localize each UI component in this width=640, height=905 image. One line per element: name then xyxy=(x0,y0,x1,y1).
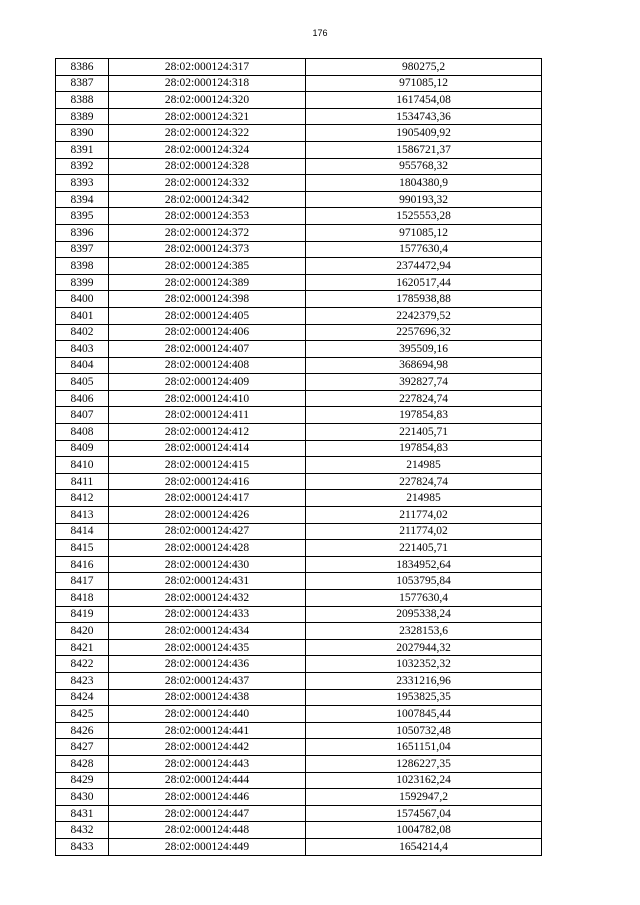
value-cell: 1586721,37 xyxy=(306,141,542,158)
value-cell: 955768,32 xyxy=(306,158,542,175)
cadastral-number-cell: 28:02:000124:440 xyxy=(109,706,306,723)
cadastral-number-cell: 28:02:000124:322 xyxy=(109,125,306,142)
cadastral-number-cell: 28:02:000124:426 xyxy=(109,507,306,524)
value-cell: 1577630,4 xyxy=(306,241,542,258)
cadastral-value-table xyxy=(55,58,542,856)
row-number-cell: 8411 xyxy=(56,473,109,490)
cadastral-number-cell: 28:02:000124:442 xyxy=(109,739,306,756)
row-number-cell: 8392 xyxy=(56,158,109,175)
table-row xyxy=(56,606,542,623)
table-row xyxy=(56,407,542,424)
row-number-cell: 8401 xyxy=(56,307,109,324)
table-row xyxy=(56,473,542,490)
table-row xyxy=(56,838,542,855)
value-cell: 1592947,2 xyxy=(306,789,542,806)
table-row xyxy=(56,191,542,208)
table-row xyxy=(56,241,542,258)
value-cell: 2331216,96 xyxy=(306,672,542,689)
row-number-cell: 8421 xyxy=(56,639,109,656)
table-row xyxy=(56,75,542,92)
cadastral-number-cell: 28:02:000124:416 xyxy=(109,473,306,490)
row-number-cell: 8405 xyxy=(56,374,109,391)
table-row xyxy=(56,224,542,241)
table-row xyxy=(56,440,542,457)
row-number-cell: 8390 xyxy=(56,125,109,142)
value-cell: 214985 xyxy=(306,490,542,507)
table-row xyxy=(56,789,542,806)
table-row xyxy=(56,92,542,109)
value-cell: 2027944,32 xyxy=(306,639,542,656)
value-cell: 2242379,52 xyxy=(306,307,542,324)
table-row xyxy=(56,507,542,524)
row-number-cell: 8424 xyxy=(56,689,109,706)
cadastral-number-cell: 28:02:000124:435 xyxy=(109,639,306,656)
cadastral-number-cell: 28:02:000124:372 xyxy=(109,224,306,241)
table-row xyxy=(56,291,542,308)
row-number-cell: 8422 xyxy=(56,656,109,673)
cadastral-number-cell: 28:02:000124:317 xyxy=(109,59,306,76)
row-number-cell: 8416 xyxy=(56,556,109,573)
table-row xyxy=(56,59,542,76)
row-number-cell: 8398 xyxy=(56,258,109,275)
row-number-cell: 8406 xyxy=(56,390,109,407)
row-number-cell: 8394 xyxy=(56,191,109,208)
row-number-cell: 8393 xyxy=(56,175,109,192)
value-cell: 1050732,48 xyxy=(306,722,542,739)
row-number-cell: 8428 xyxy=(56,755,109,772)
table-row xyxy=(56,805,542,822)
row-number-cell: 8386 xyxy=(56,59,109,76)
value-cell: 1534743,36 xyxy=(306,108,542,125)
row-number-cell: 8418 xyxy=(56,590,109,607)
table-row xyxy=(56,424,542,441)
value-cell: 2257696,32 xyxy=(306,324,542,341)
cadastral-number-cell: 28:02:000124:438 xyxy=(109,689,306,706)
value-cell: 971085,12 xyxy=(306,224,542,241)
row-number-cell: 8409 xyxy=(56,440,109,457)
cadastral-number-cell: 28:02:000124:444 xyxy=(109,772,306,789)
table-row xyxy=(56,125,542,142)
table-row xyxy=(56,357,542,374)
row-number-cell: 8412 xyxy=(56,490,109,507)
cadastral-number-cell: 28:02:000124:411 xyxy=(109,407,306,424)
table-row xyxy=(56,739,542,756)
cadastral-number-cell: 28:02:000124:321 xyxy=(109,108,306,125)
value-cell: 1834952,64 xyxy=(306,556,542,573)
value-cell: 221405,71 xyxy=(306,424,542,441)
row-number-cell: 8415 xyxy=(56,540,109,557)
table-row xyxy=(56,108,542,125)
table-row xyxy=(56,755,542,772)
value-cell: 1574567,04 xyxy=(306,805,542,822)
row-number-cell: 8388 xyxy=(56,92,109,109)
table-row xyxy=(56,689,542,706)
value-cell: 1905409,92 xyxy=(306,125,542,142)
row-number-cell: 8419 xyxy=(56,606,109,623)
value-cell: 971085,12 xyxy=(306,75,542,92)
cadastral-number-cell: 28:02:000124:409 xyxy=(109,374,306,391)
value-cell: 1023162,24 xyxy=(306,772,542,789)
cadastral-number-cell: 28:02:000124:373 xyxy=(109,241,306,258)
cadastral-number-cell: 28:02:000124:441 xyxy=(109,722,306,739)
row-number-cell: 8402 xyxy=(56,324,109,341)
cadastral-number-cell: 28:02:000124:434 xyxy=(109,623,306,640)
table-row xyxy=(56,258,542,275)
cadastral-number-cell: 28:02:000124:410 xyxy=(109,390,306,407)
cadastral-number-cell: 28:02:000124:320 xyxy=(109,92,306,109)
cadastral-number-cell: 28:02:000124:430 xyxy=(109,556,306,573)
value-cell: 1651151,04 xyxy=(306,739,542,756)
table-row xyxy=(56,772,542,789)
value-cell: 227824,74 xyxy=(306,473,542,490)
value-cell: 1053795,84 xyxy=(306,573,542,590)
row-number-cell: 8389 xyxy=(56,108,109,125)
row-number-cell: 8391 xyxy=(56,141,109,158)
cadastral-number-cell: 28:02:000124:415 xyxy=(109,457,306,474)
value-cell: 1620517,44 xyxy=(306,274,542,291)
cadastral-number-cell: 28:02:000124:405 xyxy=(109,307,306,324)
table-row xyxy=(56,374,542,391)
cadastral-number-cell: 28:02:000124:417 xyxy=(109,490,306,507)
table-row xyxy=(56,457,542,474)
table-row xyxy=(56,307,542,324)
table-row xyxy=(56,341,542,358)
row-number-cell: 8427 xyxy=(56,739,109,756)
value-cell: 211774,02 xyxy=(306,523,542,540)
cadastral-number-cell: 28:02:000124:443 xyxy=(109,755,306,772)
row-number-cell: 8408 xyxy=(56,424,109,441)
value-cell: 197854,83 xyxy=(306,407,542,424)
row-number-cell: 8414 xyxy=(56,523,109,540)
cadastral-number-cell: 28:02:000124:324 xyxy=(109,141,306,158)
cadastral-number-cell: 28:02:000124:412 xyxy=(109,424,306,441)
row-number-cell: 8396 xyxy=(56,224,109,241)
cadastral-number-cell: 28:02:000124:328 xyxy=(109,158,306,175)
table-row xyxy=(56,490,542,507)
cadastral-number-cell: 28:02:000124:408 xyxy=(109,357,306,374)
value-cell: 1525553,28 xyxy=(306,208,542,225)
cadastral-number-cell: 28:02:000124:431 xyxy=(109,573,306,590)
table-row xyxy=(56,158,542,175)
cadastral-number-cell: 28:02:000124:448 xyxy=(109,822,306,839)
value-cell: 221405,71 xyxy=(306,540,542,557)
value-cell: 368694,98 xyxy=(306,357,542,374)
value-cell: 392827,74 xyxy=(306,374,542,391)
value-cell: 2095338,24 xyxy=(306,606,542,623)
row-number-cell: 8417 xyxy=(56,573,109,590)
page-number: 176 xyxy=(312,28,328,38)
table-row xyxy=(56,523,542,540)
table-row xyxy=(56,672,542,689)
table-row xyxy=(56,175,542,192)
row-number-cell: 8426 xyxy=(56,722,109,739)
row-number-cell: 8407 xyxy=(56,407,109,424)
cadastral-number-cell: 28:02:000124:398 xyxy=(109,291,306,308)
cadastral-number-cell: 28:02:000124:428 xyxy=(109,540,306,557)
value-cell: 1004782,08 xyxy=(306,822,542,839)
row-number-cell: 8400 xyxy=(56,291,109,308)
value-cell: 1654214,4 xyxy=(306,838,542,855)
table-row xyxy=(56,656,542,673)
row-number-cell: 8429 xyxy=(56,772,109,789)
value-cell: 1577630,4 xyxy=(306,590,542,607)
table-row xyxy=(56,324,542,341)
row-number-cell: 8410 xyxy=(56,457,109,474)
table-row xyxy=(56,590,542,607)
table-row xyxy=(56,540,542,557)
cadastral-number-cell: 28:02:000124:449 xyxy=(109,838,306,855)
value-cell: 214985 xyxy=(306,457,542,474)
table-row xyxy=(56,274,542,291)
value-cell: 2328153,6 xyxy=(306,623,542,640)
cadastral-number-cell: 28:02:000124:385 xyxy=(109,258,306,275)
cadastral-number-cell: 28:02:000124:427 xyxy=(109,523,306,540)
table-row xyxy=(56,208,542,225)
value-cell: 990193,32 xyxy=(306,191,542,208)
row-number-cell: 8399 xyxy=(56,274,109,291)
cadastral-number-cell: 28:02:000124:318 xyxy=(109,75,306,92)
cadastral-number-cell: 28:02:000124:389 xyxy=(109,274,306,291)
row-number-cell: 8425 xyxy=(56,706,109,723)
row-number-cell: 8432 xyxy=(56,822,109,839)
row-number-cell: 8395 xyxy=(56,208,109,225)
cadastral-number-cell: 28:02:000124:446 xyxy=(109,789,306,806)
table-row xyxy=(56,623,542,640)
value-cell: 980275,2 xyxy=(306,59,542,76)
row-number-cell: 8433 xyxy=(56,838,109,855)
cadastral-number-cell: 28:02:000124:436 xyxy=(109,656,306,673)
cadastral-number-cell: 28:02:000124:342 xyxy=(109,191,306,208)
table-row xyxy=(56,141,542,158)
row-number-cell: 8397 xyxy=(56,241,109,258)
cadastral-number-cell: 28:02:000124:406 xyxy=(109,324,306,341)
value-cell: 1007845,44 xyxy=(306,706,542,723)
row-number-cell: 8404 xyxy=(56,357,109,374)
row-number-cell: 8430 xyxy=(56,789,109,806)
table-row xyxy=(56,706,542,723)
row-number-cell: 8431 xyxy=(56,805,109,822)
table-row xyxy=(56,722,542,739)
cadastral-number-cell: 28:02:000124:407 xyxy=(109,341,306,358)
value-cell: 1804380,9 xyxy=(306,175,542,192)
value-cell: 211774,02 xyxy=(306,507,542,524)
cadastral-number-cell: 28:02:000124:332 xyxy=(109,175,306,192)
table-row xyxy=(56,639,542,656)
table-row xyxy=(56,822,542,839)
value-cell: 1286227,35 xyxy=(306,755,542,772)
cadastral-number-cell: 28:02:000124:432 xyxy=(109,590,306,607)
value-cell: 1953825,35 xyxy=(306,689,542,706)
value-cell: 1617454,08 xyxy=(306,92,542,109)
row-number-cell: 8387 xyxy=(56,75,109,92)
value-cell: 1032352,32 xyxy=(306,656,542,673)
cadastral-number-cell: 28:02:000124:414 xyxy=(109,440,306,457)
table-row xyxy=(56,390,542,407)
cadastral-number-cell: 28:02:000124:433 xyxy=(109,606,306,623)
value-cell: 1785938,88 xyxy=(306,291,542,308)
table-body xyxy=(56,59,542,856)
value-cell: 197854,83 xyxy=(306,440,542,457)
value-cell: 227824,74 xyxy=(306,390,542,407)
row-number-cell: 8413 xyxy=(56,507,109,524)
value-cell: 395509,16 xyxy=(306,341,542,358)
cadastral-number-cell: 28:02:000124:447 xyxy=(109,805,306,822)
value-cell: 2374472,94 xyxy=(306,258,542,275)
cadastral-number-cell: 28:02:000124:353 xyxy=(109,208,306,225)
table-row xyxy=(56,556,542,573)
row-number-cell: 8420 xyxy=(56,623,109,640)
table-row xyxy=(56,573,542,590)
cadastral-number-cell: 28:02:000124:437 xyxy=(109,672,306,689)
row-number-cell: 8403 xyxy=(56,341,109,358)
row-number-cell: 8423 xyxy=(56,672,109,689)
